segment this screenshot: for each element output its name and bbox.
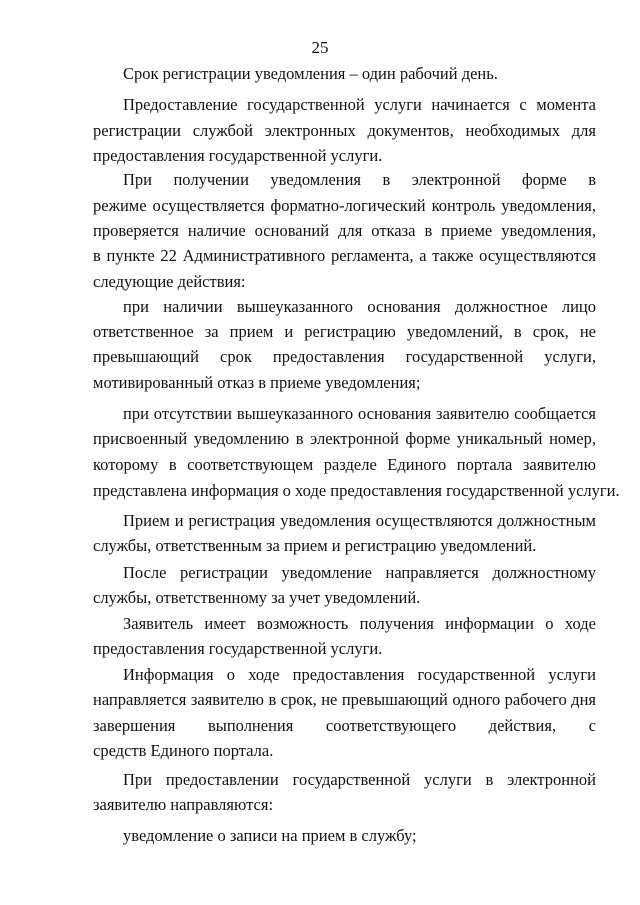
text-line: заявителю направляются: (93, 795, 274, 814)
text-line: проверяется наличие оснований для отказа в приеме уведомления, (93, 221, 596, 240)
text-line: которому в соответствующем разделе Единого портала заявителю (93, 455, 596, 474)
text-line: присвоенный уведомлению в электронной форме уникальный номер, (93, 429, 596, 448)
text-line: регистрации службой электронных документов, необходимых для (93, 121, 596, 140)
text-line: Срок регистрации уведомления – один рабочий день. (123, 64, 498, 83)
text-line: превышающий срок предоставления государственной услуги, (93, 347, 596, 366)
text-line: уведомление о записи на прием в службу; (123, 826, 417, 845)
text-line: службы, ответственному за учет уведомлений. (93, 588, 421, 607)
text-line: Информация о ходе предоставления государственной услуги (123, 665, 596, 684)
text-line: мотивированный отказ в приеме уведомления; (93, 373, 421, 392)
text-line: в пункте 22 Административного регламента, а также осуществляются (93, 246, 596, 265)
text-line: Предоставление государственной услуги начинается с момента (123, 95, 596, 114)
text-line: режиме осуществляется форматно-логический контроль уведомления, (93, 196, 596, 215)
text-line: завершения выполнения соответствующего действия, с (93, 716, 596, 735)
text-line: при отсутствии вышеуказанного основания заявителю сообщается (123, 404, 596, 423)
text-line: Заявитель имеет возможность получения информации о ходе (123, 614, 596, 633)
text-line: предоставления государственной услуги. (93, 146, 383, 165)
text-line: представлена информация о ходе предоставления государственной услуги. (93, 481, 620, 500)
text-line: предоставления государственной услуги. (93, 639, 383, 658)
text-line: следующие действия: (93, 272, 246, 291)
text-line: Прием и регистрация уведомления осуществляются должностным (123, 511, 596, 530)
text-line: средств Единого портала. (93, 741, 274, 760)
text-line: направляется заявителю в срок, не превышающий одного рабочего дня (93, 690, 596, 709)
text-line: После регистрации уведомление направляется должностному (123, 563, 596, 582)
text-line: службы, ответственным за прием и регистрацию уведомлений. (93, 536, 537, 555)
text-line: ответственное за прием и регистрацию уведомлений, в срок, не (93, 322, 596, 341)
text-line: При предоставлении государственной услуги в электронной (123, 770, 596, 789)
text-line: При получении уведомления в электронной форме в (123, 170, 596, 189)
page-number: 25 (311, 38, 329, 57)
text-line: при наличии вышеуказанного основания должностное лицо (123, 297, 596, 316)
